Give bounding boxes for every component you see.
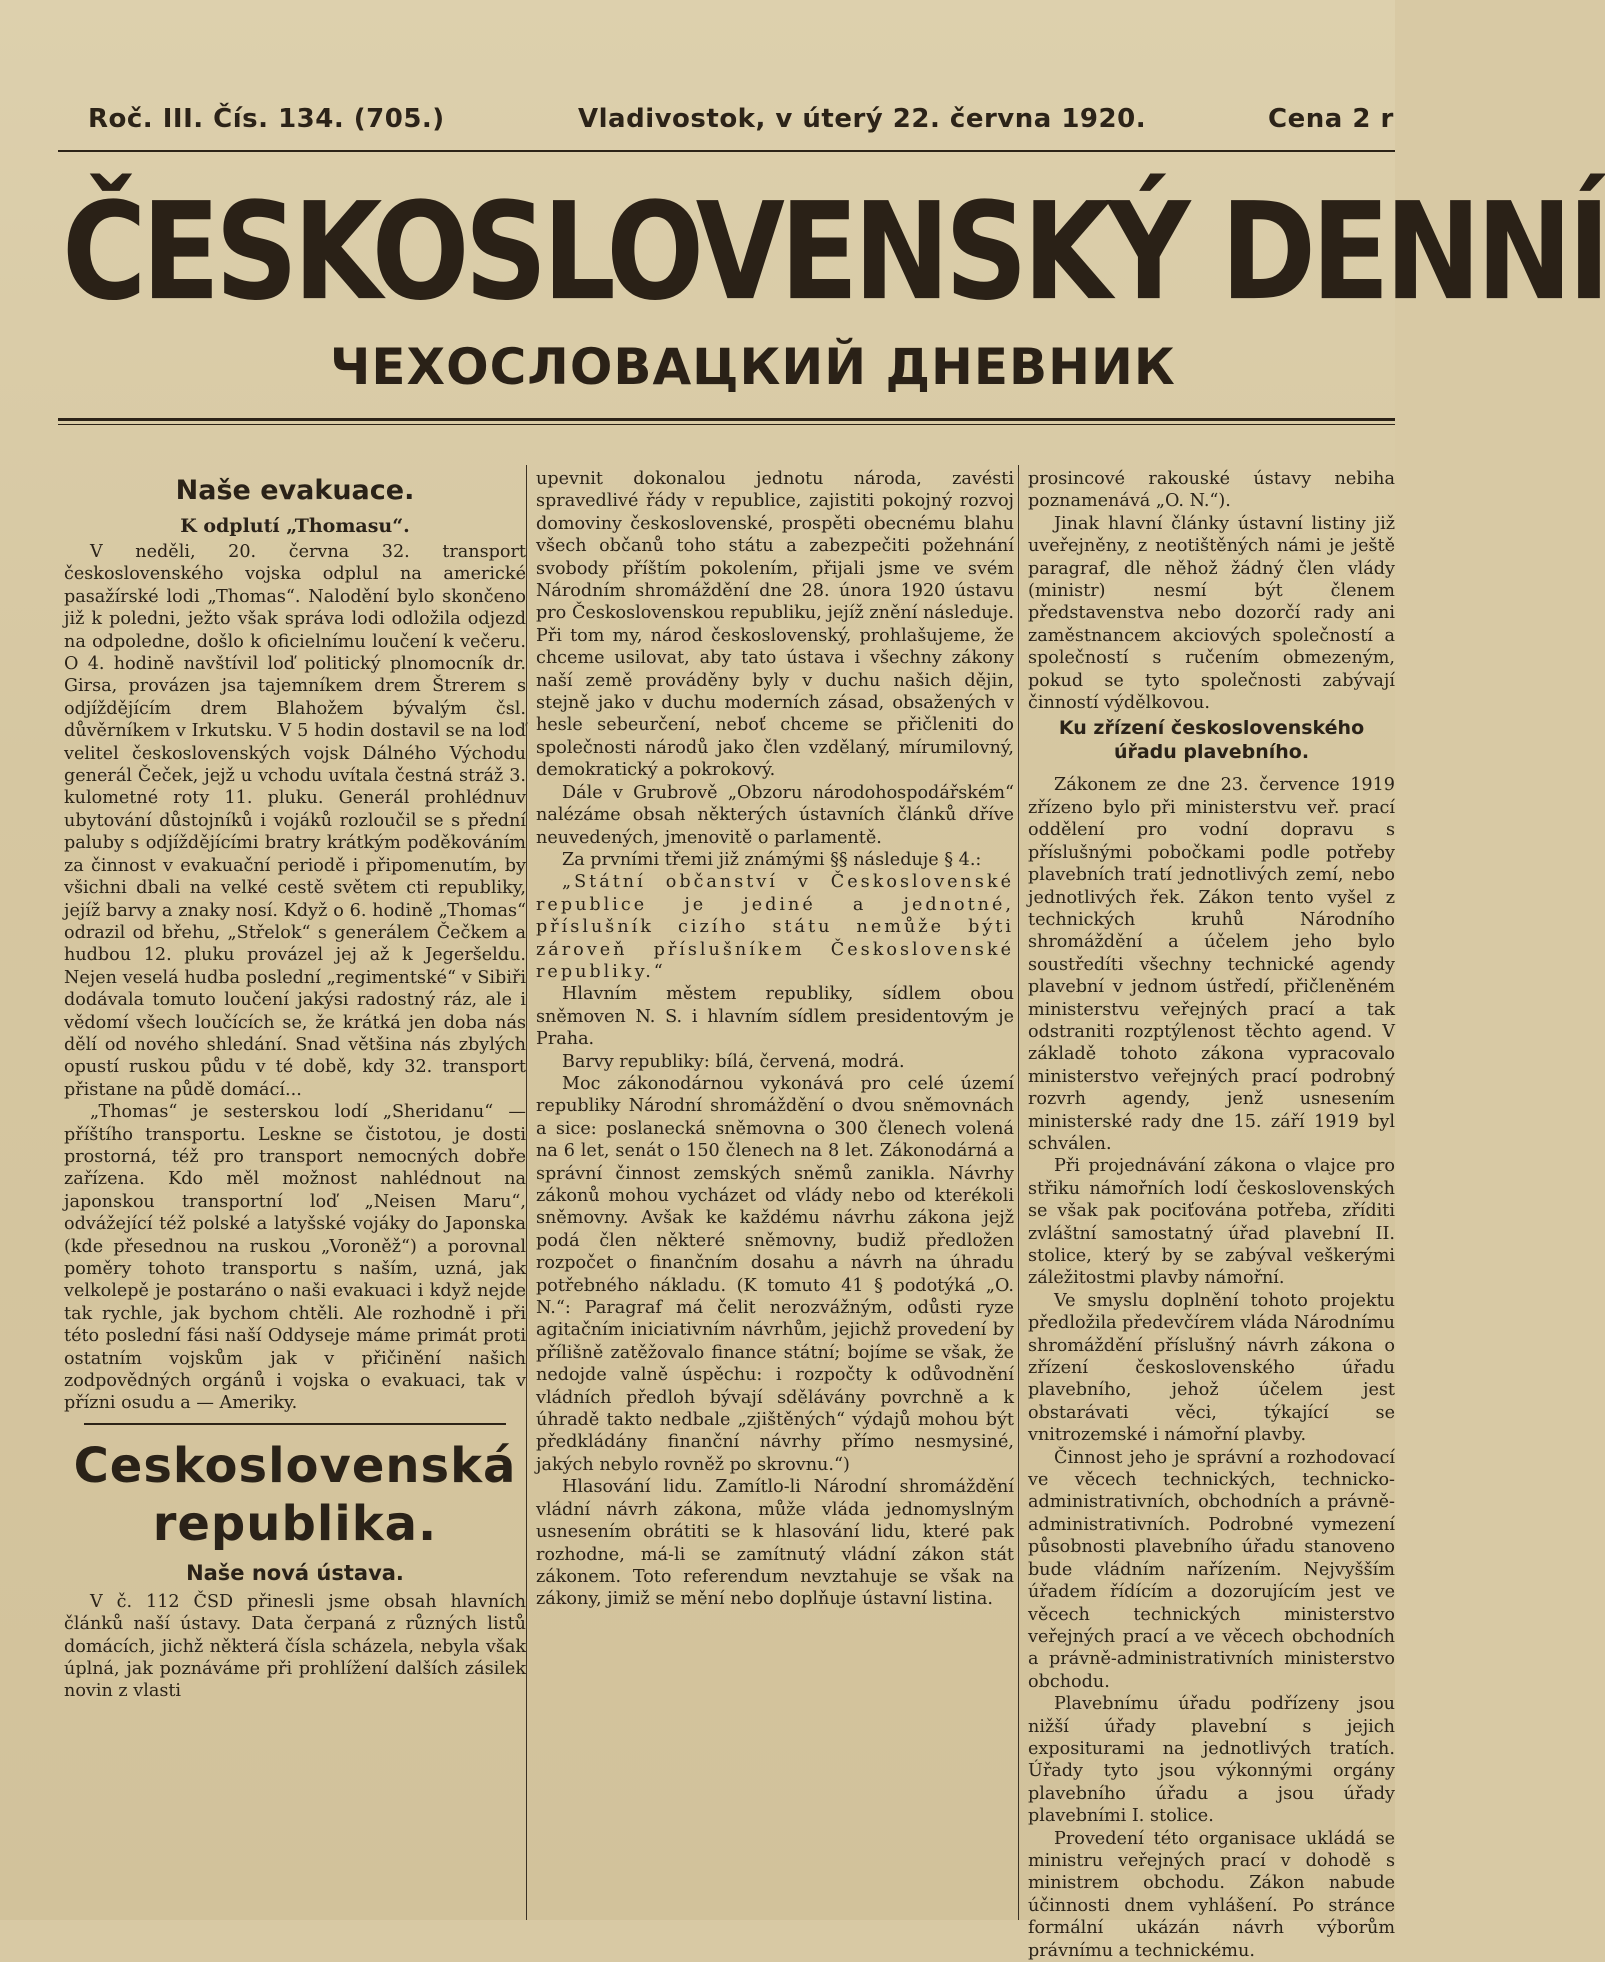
- article-paragraph: upevnit dokonalou jednotu národa, zavésti spravedlivé řády v republice, zajistiti pokojný rozvoj domoviny československé, prospěti obecnému blahu všech občanů toho státu a zabezpečiti požehnání svobody příštím pokolením, přijali jsme ve svém Národním shromáždění dne 28. února 1920 ústavu pro Československou republiku, jejíž znění následuje. Při tom my, národ československý, prohlašujeme, že chceme usilovat, aby tato ústava i všechny zákony naší země prováděny byly v duchu našich dějin, stejně jako v duchu moderních zásad, obsažených v hesle sebeurčení, neboť chceme se přičleniti do společnosti národů jako člen vzdělaný, mírumilovný, demokratický a pokrokový.: [536, 469, 1014, 781]
- article-paragraph: Zákonem ze dne 23. července 1919 zřízeno bylo při ministerstvu veř. prací oddělení pro vodní dopravu s příslušnými pobočkami podle potřeby plavebních tratí jednotlivých zemí, nebo jednotlivých řek. Zákon tento vyšel z technických kruhů Národního shromáždění a účelem jeho bylo soustředíti všechny technické agendy plavební v jednom ústředí, přičleněném ministerstvu veřejných prací a tak odstraniti rozptýlenost těchto agend. V základě tohoto zákona vypracovalo ministerstvo veřejných prací podrobný rozvrh agendy, jenž usnesením ministerské rady dne 15. září 1919 byl schválen.: [1028, 775, 1395, 1154]
- masthead-title: ČESKOSLOVENSKÝ DENNÍ: [62, 174, 1605, 331]
- column-1: [64, 465, 526, 1920]
- section-rule: [84, 1423, 506, 1425]
- price: Cena 2 r: [1268, 104, 1394, 134]
- article-paragraph: Při projednávání zákona o vlajce pro střiku námořních lodí československých se však pak pociťována potřeba, zříditi zvláštní samostatný úřad plavební II. stolice, který by se zabýval veškerými záležitostmi plavby námořní.: [1028, 1156, 1395, 1289]
- article-paragraph: V č. 112 ČSD přinesli jsme obsah hlavních článků naší ústavy. Data čerpaná z různých listů domácích, jichž některá čísla scházela, nebyla však úplná, jak poznáváme při prohlížení dalších zásilek novin z vlasti: [64, 1591, 526, 1702]
- article-paragraph: Za prvními třemi již známými §§ následuje § 4.:: [562, 849, 982, 870]
- article-paragraph: Ve smyslu doplnění tohoto projektu předložila předevčírem vláda Národnímu shromáždění příslušný návrh zákona o zřízení československého úřadu plavebního, jehož účelem jest obstarávati věci, týkající se vnitrozemské i námořní plavby.: [1028, 1290, 1395, 1446]
- article-paragraph: Plavebnímu úřadu podřízeny jsou nižší úřady plavební s jejich expositurami na jednotlivých tratích. Úřady tyto jsou výkonnými orgány plavebního úřadu a jsou úřady plavebními I. stolice.: [1028, 1694, 1395, 1827]
- section-heading-line1: Ceskoslovenská: [73, 1437, 517, 1494]
- article-heading: Naše evakuace.: [175, 475, 415, 506]
- article-paragraph: Moc zákonodárnou vykonává pro celé území republiky Národní shromáždění o dvou sněmovnách a sice: poslanecká sněmovna o 300 členech volená na 6 let, senát o 150 členech na 8 let. Zákonodárná a správní činnost zemských sněmů zanikla. Návrhy zákonů mohou vycházet od vlády nebo od kterékoli sněmovny. Avšak ke každému návrhu zákona jejž podá člen některé sněmovny, budiž předložen rozpočet o finančním dosahu a návrh na úhradu potřebného nákladu. (K tomuto 41 § podotýká „O. N.“: Paragraf má čelit nerozvážným, odůsti ryze agitačním iniciativním návrhům, jejichž provedení by přílišně zatěžovalo finance státní; bojíme se však, že nedojde valně úspěchu: i rozpočty k odůvodnění vládních předloh bývají sdělávány povrchně a k úhradě takto nedbale „zjištěných“ výdajů mohou být předkládány finanční návrhy přímo nesmysiné, jakých nebylo rovněž po skrovnu.“): [536, 1073, 1014, 1475]
- article-paragraph: V neděli, 20. června 32. transport československého vojska odplul na americké pasažírské lodi „Thomas“. Nalodění bylo skončeno již k poledni, ježto však správa lodi odložila odjezd na odpoledne, došlo k oficielnímu loučení k večeru. O 4. hodině navštívil loď politický plnomocník dr. Girsa, provázen jsa tajemníkem drem Štrerem s odjíždějícím drem Blahožem bývalým čsl. důvěrníkem v Irkutsku. V 5 hodin dostavil se na loď velitel československých vojsk Dálného Východu generál Čeček, jejž u vchodu uvítala čestná stráž 3. kulometné roty 11. pluku. Generál prohlédnuv ubytování důstojníků i vojáků rozloučil se s přední paluby s odjíždějícími bratry krátkým poděkováním za činnost v evakuační periodě i připomenutím, by všichni dbali na velké cestě světem cti republiky, jejíž barvy a znaky nosí. Když o 6. hodině „Thomas“ odrazil od břehu, „Střelok“ s generálem Čečkem a hudbou 12. pluku provázel jej až k Jegeršeldu. Nejen veselá hudba poslední „regimentské“ v Sibiři dodávala tomuto loučení jakýsi radostný ráz, ale i vědomí všech loučících se, že krátká jen doba nás dělí od nového shledání. Snad většina nás zbylých opustí ruskou půdu v té době, kdy 32. transport přistane na půdě domácí...: [64, 542, 526, 1100]
- article-paragraph: Dále v Grubrově „Obzoru národohospodářském“ nalézáme obsah některých ústavních článků dříve neuvedených, jmenovitě o parlamentě.: [536, 782, 1014, 848]
- article-heading: Ku zřízení československého úřadu plavebního.: [1058, 717, 1365, 764]
- article-paragraph: Činnost jeho je správní a rozhodovací ve věcech technických, technicko-administrativních, obchodních a právně-administrativních. Podrobné vymezení působnosti plavebního úřadu stanoveno bude vládním nařízením. Nejvyšším úřadem řídícím a dozorujícím jest ve věcech technických ministerstvo veřejných prací a ve věcech obchodních a právně-administrativních ministerstvo obchodu.: [1028, 1447, 1395, 1692]
- section-subheading: Naše nová ústava.: [186, 1560, 404, 1585]
- masthead-rule-thin: [58, 424, 1395, 425]
- masthead-rule: [58, 418, 1395, 421]
- article-subheading: K odplutí „Thomasu“.: [180, 515, 410, 537]
- column-divider: [526, 465, 527, 1920]
- article-paragraph: „Thomas“ je sesterskou lodí „Sheridanu“ — příštího transportu. Leskne se čistotou, je dosti prostorná, též pro transport nemocných dobře zařízena. Kdo měl možnost nahlédnout na japonskou transportní loď „Neisen Maru“, odvážející též polské a latyšské vojáky do Japonska (kde přesednou na ruskou „Voroněž“) a porovnal poměry tohoto transportu s naším, uzná, jak velkolepě je postaráno o naši evakuaci i když nejde tak rychle, jak bychom chtěli. Ale rozhodně i při této poslední fási naší Oddyseje máme primát proti ostatním vojskům jak v přičinění našich zodpovědných orgánů i vojska o evakuaci, tak v přízni osudu a — Ameriky.: [64, 1102, 526, 1414]
- article-paragraph: „Státní občanství v Československé republice je jediné a jednotné, příslušník cizího státu nemůže býti zároveň příslušníkem Československé republiky.“: [536, 872, 1014, 982]
- column-divider: [1018, 465, 1019, 1920]
- issue-number: Roč. III. Čís. 134. (705.): [88, 104, 445, 134]
- issue-line: [0, 104, 1395, 144]
- masthead-subtitle: ЧЕХОСЛОВАЦКИЙ ДНЕВНИК: [330, 338, 1176, 396]
- article-paragraph: prosincové rakouské ústavy nebiha poznamenává „O. N.“).: [1028, 469, 1395, 512]
- article-paragraph: Hlasování lidu. Zamítlo-li Národní shromáždění vládní návrh zákona, může vláda jednomyslným usnesením obrátiti se k hlasování lidu, které pak rozhodne, má-li se zamítnutý vládní zákon stát zákonem. Toto referendum nevztahuje se však na zákony, jimiž se mění nebo doplňuje ústavní listina.: [536, 1477, 1014, 1610]
- article-paragraph: Barvy republiky: bílá, červená, modrá.: [562, 1051, 905, 1072]
- column-2: [536, 468, 1014, 1923]
- column-3: [1028, 468, 1395, 1961]
- dateline: Vladivostok, v úterý 22. června 1920.: [578, 104, 1147, 134]
- top-rule: [58, 150, 1395, 152]
- article-paragraph: Jinak hlavní články ústavní listiny již uveřejněny, z neotištěných námi je ještě paragraf, dle něhož žádný člen vlády (ministr) nesmí být členem představenstva nebo dozorčí rady ani zaměstnancem akciových společností a společností s ručením obmezeným, pokud se tyto společnosti zabývají činností výdělkovou.: [1028, 513, 1395, 714]
- article-paragraph: Hlavním městem republiky, sídlem obou sněmoven N. S. i hlavním sídlem presidentovým je Praha.: [536, 984, 1014, 1050]
- article-paragraph: Provedení této organisace ukládá se ministru veřejných prací v dohodě s ministrem obchodu. Zákon nabude účinnosti dnem vyhlášení. Po stránce formální ukázán návrh výborům právnímu a technickému.: [1028, 1828, 1395, 1961]
- section-heading-line2: republika.: [152, 1495, 438, 1552]
